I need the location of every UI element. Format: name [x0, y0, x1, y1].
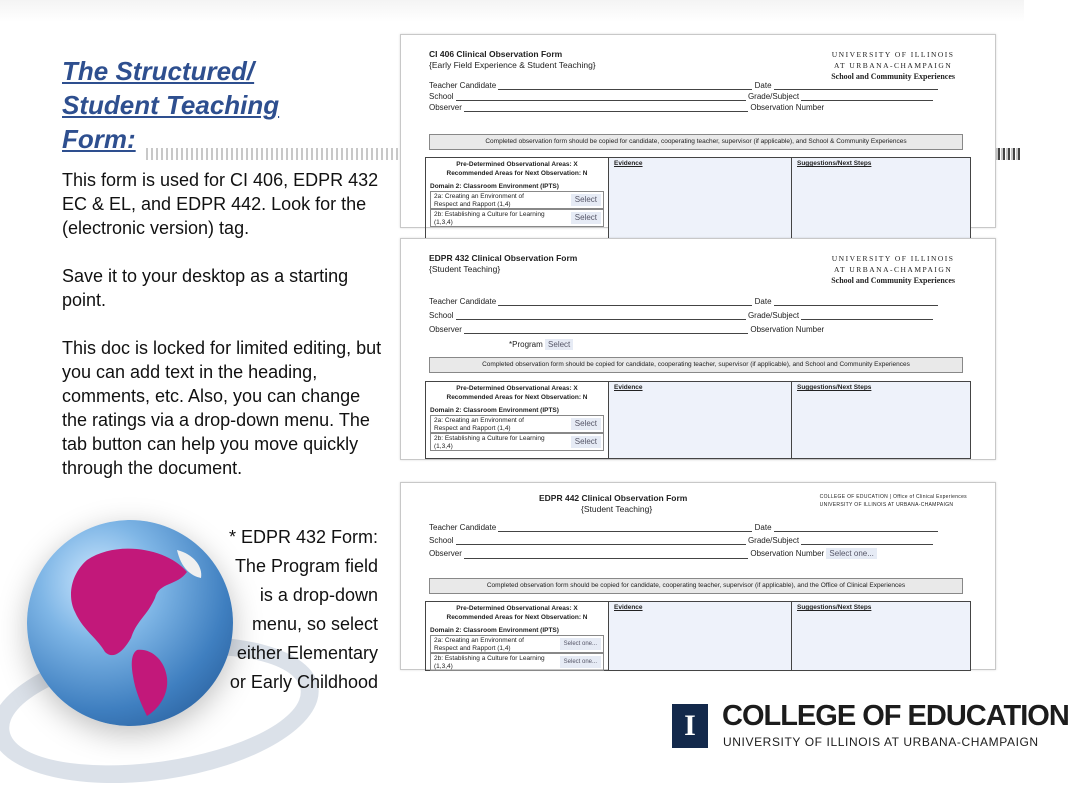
grade-label: Grade/Subject [747, 92, 800, 101]
domain-heading: Domain 2: Classroom Environment (IPTS) [430, 407, 559, 414]
note-line-5: either Elementary [236, 643, 378, 663]
uni-line-3: School and Community Experiences [831, 72, 955, 81]
program-label: *Program [509, 340, 543, 349]
logo-line-2: UNIVERSITY OF ILLINOIS AT URBANA-CHAMPAIGN [819, 502, 954, 508]
school-row [429, 92, 933, 101]
item-2a [430, 635, 604, 653]
logo-line-1: COLLEGE OF EDUCATION | Office of Clinical Experiences [819, 494, 967, 500]
observer-row [429, 325, 824, 334]
areas-column [426, 382, 609, 458]
date-label: Date [754, 81, 772, 90]
school-line[interactable] [456, 319, 746, 320]
date-label: Date [754, 297, 772, 306]
grade-line[interactable] [801, 544, 933, 545]
date-label: Date [754, 523, 772, 532]
brand-sub: UNIVERSITY OF ILLINOIS AT URBANA-CHAMPAIGN [723, 735, 1039, 749]
copy-banner: Completed observation form should be copied for candidate, cooperating teacher, supervisor (if applicable), and School and Community Experiences [429, 357, 963, 373]
form-title: CI 406 Clinical Observation Form [429, 49, 563, 59]
uni-line-2: AT URBANA-CHAMPAIGN [833, 265, 953, 274]
teacher-line[interactable] [498, 531, 752, 532]
evidence-column[interactable] [609, 602, 792, 670]
grade-label: Grade/Subject [747, 536, 800, 545]
title-line-2: Student Teaching [62, 90, 280, 120]
suggestions-column[interactable] [792, 382, 970, 458]
teacher-row [429, 297, 938, 306]
item-2a-l2: Respect and Rapport (1,4) [434, 425, 511, 432]
observer-label: Observer [429, 549, 462, 558]
rating-select[interactable]: Select [571, 194, 601, 206]
observer-line[interactable] [464, 333, 748, 334]
uni-line-3: School and Community Experiences [831, 276, 955, 285]
observation-grid [425, 601, 971, 671]
teacher-label: Teacher Candidate [429, 297, 497, 306]
university-logo [831, 49, 955, 82]
areas-column [426, 602, 609, 670]
obsnum-select[interactable]: Select one... [826, 548, 876, 559]
form-subtitle: {Early Field Experience & Student Teaching} [429, 60, 596, 70]
item-2b-l2: (1,3,4) [434, 219, 453, 226]
date-line[interactable] [774, 531, 938, 532]
observer-line[interactable] [464, 558, 748, 559]
grade-label: Grade/Subject [747, 311, 800, 320]
illinois-i-icon: I [672, 704, 708, 748]
edpr432-form-screenshot [400, 238, 996, 460]
school-label: School [429, 92, 454, 101]
date-line[interactable] [774, 89, 938, 90]
observer-label: Observer [429, 103, 462, 112]
school-line[interactable] [456, 544, 746, 545]
body-text [62, 168, 384, 504]
paragraph-locked: This doc is locked for limited editing, but you can add text in the heading, comments, etc. Also, you can change the ratings via a drop-down menu. The tab button can help you move quickly through the document. [62, 338, 382, 478]
item-2b-l1: 2b: Establishing a Culture for Learning [434, 211, 545, 218]
item-2b-l1: 2b: Establishing a Culture for Learning [434, 655, 545, 662]
domain-heading: Domain 2: Classroom Environment (IPTS) [430, 183, 559, 190]
college-of-education-logo [672, 700, 1069, 752]
edpr442-form-screenshot [400, 482, 996, 670]
uni-line-1: UNIVERSITY OF ILLINOIS [831, 254, 955, 263]
ci406-form-screenshot [400, 34, 996, 228]
domain-heading: Domain 2: Classroom Environment (IPTS) [430, 627, 559, 634]
form-title: EDPR 432 Clinical Observation Form [429, 253, 578, 263]
grade-line[interactable] [801, 100, 933, 101]
form-subtitle: {Student Teaching} [581, 504, 653, 514]
col1-heading-2: Recommended Areas for Next Observation: N [446, 170, 588, 177]
evidence-column[interactable] [609, 382, 792, 458]
rating-select[interactable]: Select one... [560, 638, 601, 650]
col1-heading-1: Pre-Determined Observational Areas: X [456, 605, 578, 612]
form-title: EDPR 442 Clinical Observation Form [539, 493, 688, 503]
item-2a [430, 191, 604, 209]
suggestions-heading: Suggestions/Next Steps [797, 160, 872, 167]
item-2b [430, 433, 604, 451]
program-field-note [158, 523, 378, 697]
col1-heading-2: Recommended Areas for Next Observation: N [446, 394, 588, 401]
item-2b [430, 209, 604, 227]
col1-heading-2: Recommended Areas for Next Observation: N [446, 614, 588, 621]
title-line-3: Form: [62, 124, 136, 154]
observation-grid [425, 381, 971, 459]
uni-line-2: AT URBANA-CHAMPAIGN [833, 61, 953, 70]
program-row [509, 339, 573, 350]
col1-heading-1: Pre-Determined Observational Areas: X [456, 385, 578, 392]
teacher-row [429, 81, 938, 90]
title-line-1: The Structured/ [62, 56, 255, 86]
school-label: School [429, 311, 454, 320]
note-line-3: is a drop-down [259, 585, 378, 605]
date-line[interactable] [774, 305, 938, 306]
program-select[interactable]: Select [545, 339, 573, 350]
suggestions-heading: Suggestions/Next Steps [797, 604, 872, 611]
evidence-heading: Evidence [614, 604, 643, 611]
university-logo [831, 253, 955, 286]
top-band [0, 0, 1024, 22]
rating-select[interactable]: Select [571, 212, 601, 224]
note-line-4: menu, so select [251, 614, 378, 634]
teacher-row [429, 523, 938, 532]
rating-select[interactable]: Select [571, 436, 601, 448]
obsnum-label: Observation Number [750, 549, 825, 558]
observer-line[interactable] [464, 111, 748, 112]
copy-banner: Completed observation form should be copied for candidate, cooperating teacher, supervisor (if applicable), and School & Community Experiences [429, 134, 963, 150]
obsnum-label: Observation Number [750, 325, 825, 334]
obsnum-label: Observation Number [750, 103, 825, 112]
teacher-line[interactable] [498, 89, 752, 90]
decorative-stripe-dark [998, 148, 1022, 160]
observer-row [429, 548, 877, 559]
observer-row [429, 103, 824, 112]
col1-heading-1: Pre-Determined Observational Areas: X [456, 161, 578, 168]
item-2b-l2: (1,3,4) [434, 443, 453, 450]
school-label: School [429, 536, 454, 545]
grade-line[interactable] [801, 319, 933, 320]
slide-title [62, 54, 362, 156]
suggestions-heading: Suggestions/Next Steps [797, 384, 872, 391]
school-row [429, 536, 933, 545]
item-2b-l1: 2b: Establishing a Culture for Learning [434, 435, 545, 442]
item-2a-l1: 2a: Creating an Environment of [434, 637, 524, 644]
observer-label: Observer [429, 325, 462, 334]
school-row [429, 311, 933, 320]
evidence-heading: Evidence [614, 160, 643, 167]
teacher-label: Teacher Candidate [429, 523, 497, 532]
item-2b [430, 653, 604, 671]
item-2a [430, 415, 604, 433]
note-line-1: * EDPR 432 Form: [228, 527, 378, 547]
note-line-2: The Program field [234, 556, 378, 576]
item-2a-l1: 2a: Creating an Environment of [434, 193, 524, 200]
paragraph-usage: This form is used for CI 406, EDPR 432 EC & EL, and EDPR 442. Look for the (electronic version) tag. [62, 170, 379, 238]
copy-banner: Completed observation form should be copied for candidate, cooperating teacher, supervisor (if applicable), and the Office of Clinical Experiences [429, 578, 963, 594]
rating-select[interactable]: Select one... [560, 656, 601, 668]
suggestions-column[interactable] [792, 602, 970, 670]
teacher-line[interactable] [498, 305, 752, 306]
evidence-heading: Evidence [614, 384, 643, 391]
item-2a-l2: Respect and Rapport (1,4) [434, 645, 511, 652]
item-2b-l2: (1,3,4) [434, 663, 453, 670]
school-line[interactable] [456, 100, 746, 101]
paragraph-save: Save it to your desktop as a starting point. [62, 266, 349, 310]
item-2a-l1: 2a: Creating an Environment of [434, 417, 524, 424]
teacher-label: Teacher Candidate [429, 81, 497, 90]
uni-line-1: UNIVERSITY OF ILLINOIS [831, 50, 955, 59]
note-line-6: or Early Childhood [229, 672, 378, 692]
form-subtitle: {Student Teaching} [429, 264, 501, 274]
college-logo-small [820, 493, 967, 509]
rating-select[interactable]: Select [571, 418, 601, 430]
item-2a-l2: Respect and Rapport (1,4) [434, 201, 511, 208]
brand-name: COLLEGE OF EDUCATION [722, 700, 1069, 732]
